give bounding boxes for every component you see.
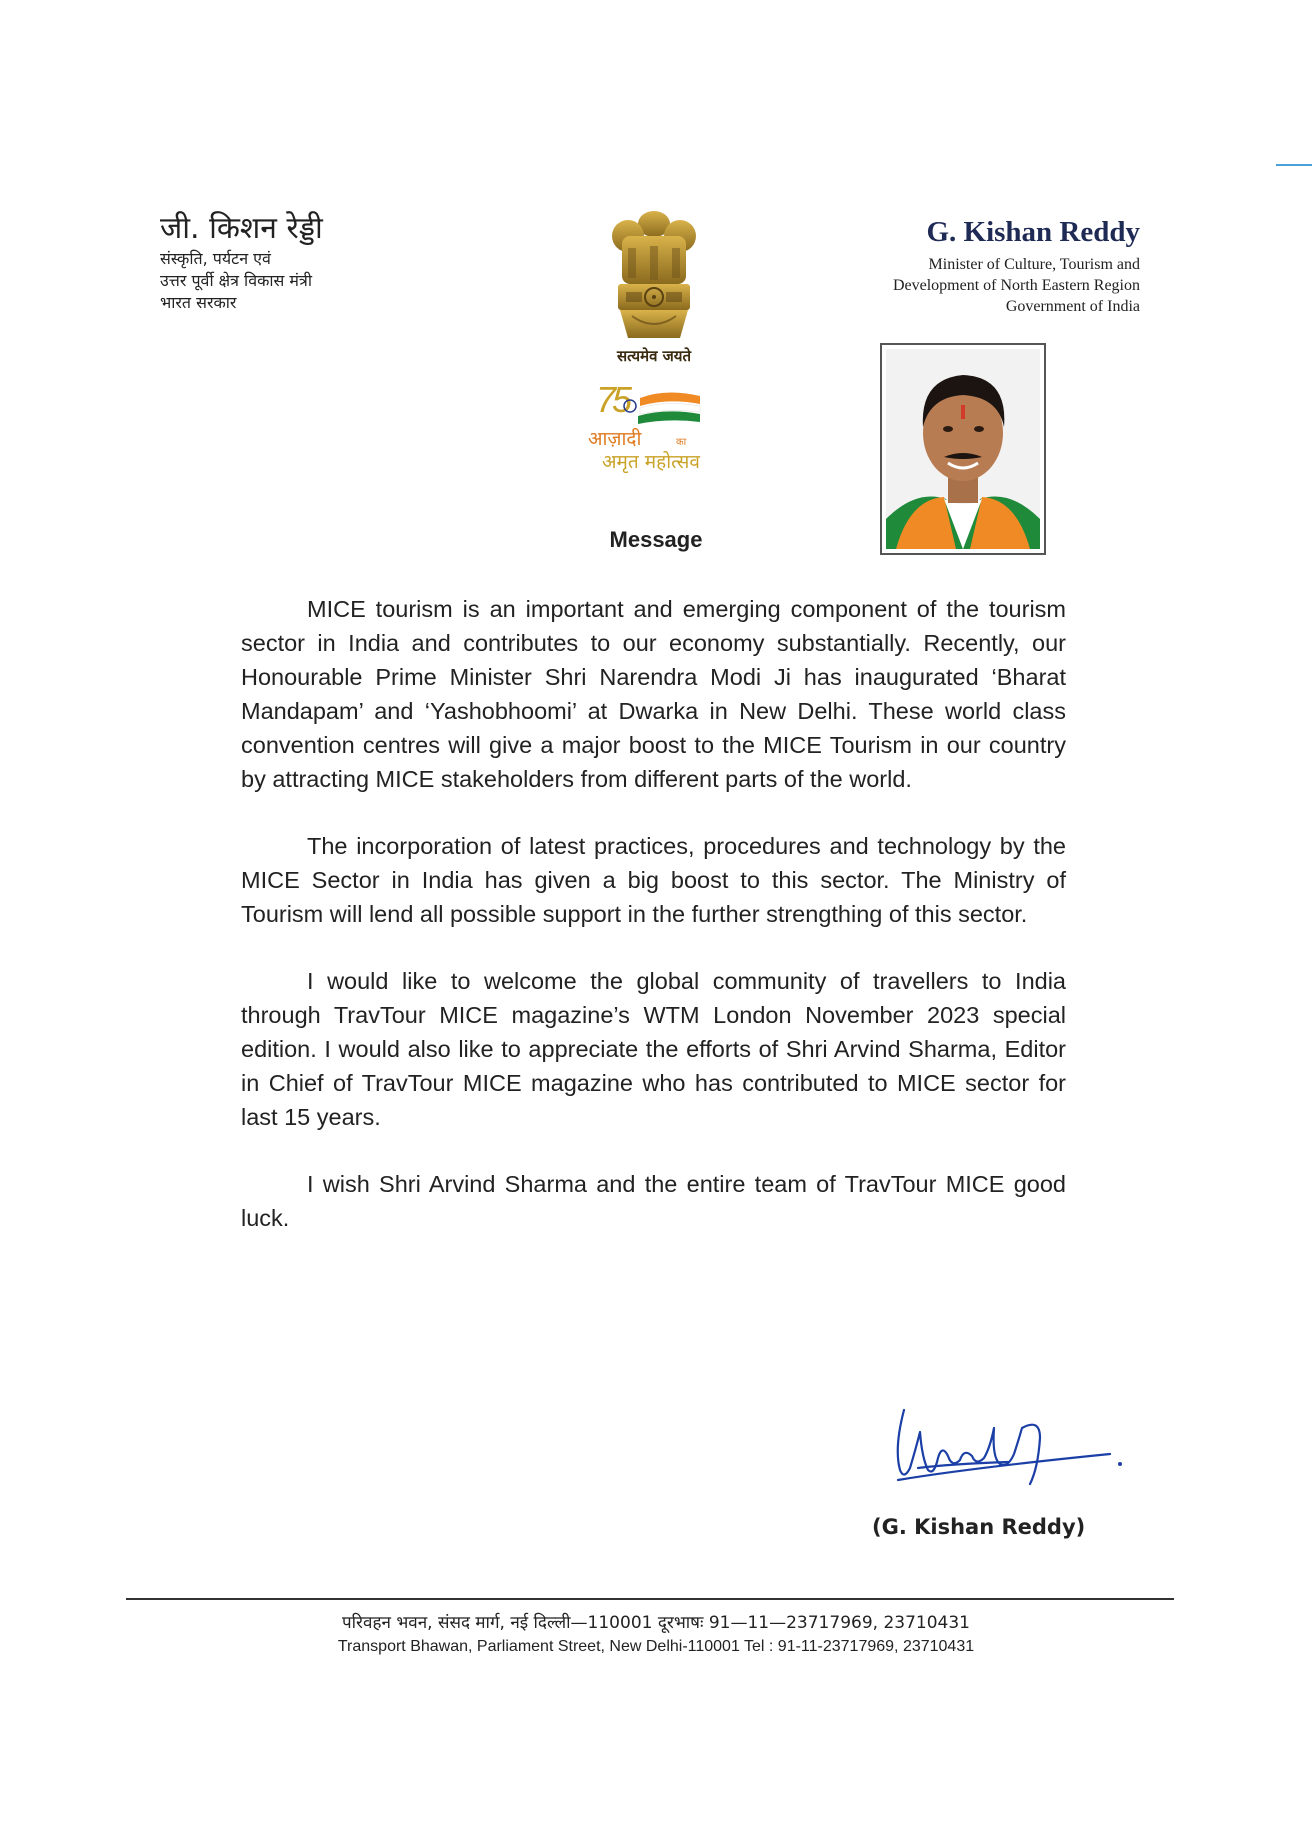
hindi-title-line-1: संस्कृति, पर्यटन एवं	[160, 249, 271, 268]
message-paragraph-4: I wish Shri Arvind Sharma and the entire team of TravTour MICE good luck.	[241, 1171, 1066, 1231]
azadi-text-small: का	[676, 437, 687, 448]
signature-icon	[890, 1398, 1130, 1498]
english-title-line-3: Government of India	[1005, 298, 1140, 315]
english-header	[893, 214, 1140, 317]
azadi-text-line-2: अमृत महोत्सव	[602, 451, 700, 473]
hindi-title-line-2: उत्तर पूर्वी क्षेत्र विकास मंत्री	[160, 271, 312, 290]
svg-text:7: 7	[596, 379, 617, 420]
hindi-name: जी. किशन रेड्डी	[160, 211, 323, 246]
english-title-line-2: Development of North Eastern Region	[892, 277, 1140, 294]
english-title-line-1: Minister of Culture, Tourism and	[928, 256, 1140, 273]
national-emblem-icon	[606, 206, 702, 342]
svg-text:5: 5	[612, 379, 633, 420]
message-paragraph-3: I would like to welcome the global community of travellers to India through TravTour MICE magazine’s WTM London November 2023 special edition. I would also like to appreciate the efforts of Shri Arvind Sharma, Editor in Chief of TravTour MICE magazine who has contributed to MICE sector for last 15 years.	[241, 968, 1066, 1130]
footer-divider	[126, 1598, 1174, 1600]
edge-mark	[1276, 164, 1312, 166]
footer-address-hindi: परिवहन भवन, संसद मार्ग, नई दिल्ली—110001 दूरभाषः 91—11—23717969, 23710431	[342, 1613, 970, 1633]
azadi-text-line-1: आज़ादी	[588, 428, 642, 450]
message-heading: Message	[609, 527, 703, 552]
portrait-photo	[886, 349, 1040, 549]
footer-address-english: Transport Bhawan, Parliament Street, New Delhi-110001 Tel : 91-11-23717969, 23710431	[337, 1638, 975, 1655]
message-paragraph-2: The incorporation of latest practices, procedures and technology by the MICE Sector in India has given a big boost to this sector. The Ministry of Tourism will lend all possible support in the further strengthing of this sector.	[241, 833, 1066, 927]
emblem-motto: सत्यमेव जयते	[616, 347, 692, 365]
message-paragraph-1: MICE tourism is an important and emerging component of the tourism sector in India and contributes to our economy substantially. Recently, our Honourable Prime Minister Shri Narendra Modi Ji has inaugurated ‘Bharat Mandapam’ and ‘Yashobhoomi’ at Dwarka in New Delhi. These world class convention centres will give a major boost to the MICE Tourism in our country by attracting MICE stakeholders from different parts of the world.	[241, 596, 1066, 792]
hindi-header	[160, 210, 323, 314]
signer-name: (G. Kishan Reddy)	[872, 1515, 1086, 1539]
message-body	[241, 592, 1066, 1268]
hindi-title-line-3: भारत सरकार	[160, 293, 237, 312]
english-name: G. Kishan Reddy	[926, 216, 1140, 248]
